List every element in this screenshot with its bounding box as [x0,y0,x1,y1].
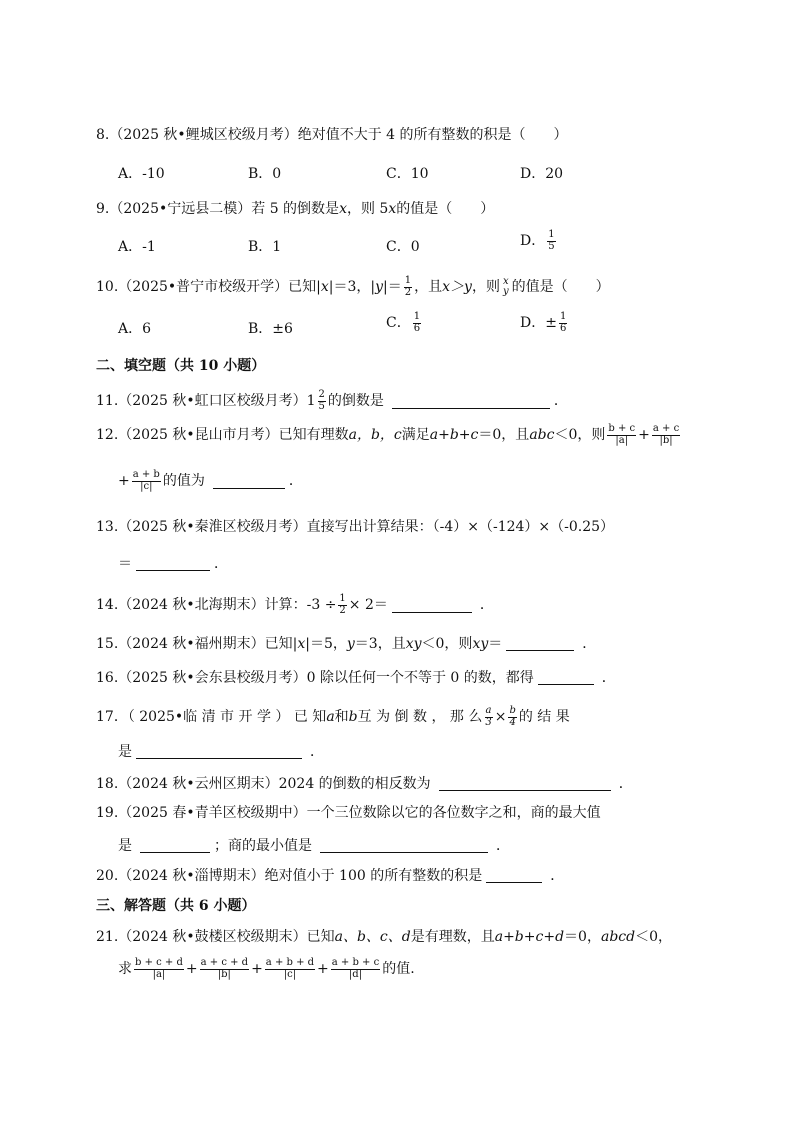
q14-text-b: × 2＝ [348,597,388,613]
q20-text: 20.（2024 秋•淄博期末）绝对值小于 100 的所有整数的积是 [96,867,483,884]
q12-end: ． [288,473,303,489]
q21-fraction-1 [134,958,184,980]
question-14 [96,594,494,616]
q21-cond2: abcd [600,929,636,945]
question-21 [96,930,672,944]
q21-f2-num: a + c + d [200,957,249,968]
q12-text-e: 的值为 [162,473,205,489]
q15-var-xy2: xy [472,635,489,652]
q10-option-c-label: C． [386,315,411,331]
q17-var-a: a [326,709,335,725]
q10-option-a: A．6 [118,321,152,337]
q10-var-x: x [320,279,329,295]
q12-f2-den: |b| [659,434,673,446]
q18-text: 18.（2024 秋•云州区期末）2024 的倒数的相反数为 [96,775,431,792]
q19-min-answer-blank[interactable] [320,838,488,853]
q9-option-b: B．1 [248,239,282,255]
q14-answer-blank[interactable] [392,598,472,613]
q21-fraction-2 [200,958,249,980]
q21-f3-den: |c| [283,968,297,980]
q17-text-d: 的 结 果 [518,709,570,725]
q10-half-fraction [404,276,412,298]
q12-plus: + [638,427,650,443]
q10-ratio-fraction [502,277,510,298]
q21-plus-1: + [185,961,198,977]
q10-half-den: 2 [404,286,412,298]
q14-fraction [338,594,346,616]
q11-den: 5 [318,400,325,412]
q8-option-c: C．10 [386,166,429,182]
q16-text: 16.（2025 秋•会东县校级月考）0 除以任何一个不等于 0 的数，都得 [96,669,534,686]
q17-f1-den: 3 [485,716,492,728]
q17-f2-den: 4 [509,716,516,728]
q10-option-b: B．±6 [248,321,293,337]
question-13 [96,520,614,534]
q12-plus-2: + [118,473,130,489]
q10-text-a: 10.（2025•普宁市校级开学）已知| [96,279,321,295]
q21-f3-num: a + b + d [265,957,315,968]
q9-var-x2: x [388,201,397,217]
q17-end: ． [310,743,324,760]
q11-text-b: 的倒数是 [327,393,384,409]
q21-text-b: 是有理数，且 [410,929,495,945]
question-13-line-2 [118,556,228,571]
q10-var-y: y [375,279,384,295]
question-9 [96,202,494,216]
question-18 [96,776,633,791]
q9-option-d-label: D． [520,233,546,249]
q12-fraction-2 [652,424,680,446]
question-19 [96,806,601,820]
q10-option-c-fraction [413,312,421,334]
q9-option-d-num: 1 [548,229,555,240]
q10-ratio-den: y [502,286,509,297]
q10-option-d-fraction [559,312,567,334]
q13-text: 13.（2025 秋•秦淮区校级月考）直接写出计算结果：（-4）×（-124）×（-0.25） [96,519,615,535]
question-10 [96,276,610,298]
q21-fraction-4 [331,958,380,980]
q8-option-b: B．0 [248,166,282,182]
q18-answer-blank[interactable] [439,776,611,791]
q21-text-a: 21.（2024 秋•鼓楼区校级期末）已知 [96,929,335,945]
q8-option-d: D．20 [520,166,564,182]
question-12 [96,424,682,446]
q10-option-c-den: 6 [413,322,421,334]
q10-option-d-den: 6 [559,322,567,334]
q10-option-d-num: 1 [559,311,567,322]
q17-text-a: 17．（ 2025•临 清 市 开 学 ） 已 知 [96,709,327,725]
q14-end: ． [479,597,494,613]
q10-text-f: 的值是（ ） [511,279,610,295]
q15-text-b: |＝5， [305,635,347,652]
q12-f1-den: |a| [615,434,629,446]
q21-text-qiu: 求 [118,961,132,977]
q12-text-d: ＜0，则 [554,427,606,443]
q21-text-c: ＝0， [564,929,601,945]
q17-times: × [494,709,507,725]
q11-text-a: 11.（2025 秋•虹口区校级月考） [96,393,307,409]
q21-text-d: ＜0， [635,929,673,945]
q15-text-c: ＝3，且 [354,635,406,652]
q21-f1-den: |a| [152,968,166,980]
q14-num: 1 [339,593,346,604]
q19-text-b: ；商的最小值是 [214,837,312,854]
q17-var-b: b [348,709,358,725]
q10-half-num: 1 [404,275,412,286]
q12-cond1: a+b+c [429,427,479,443]
q15-var-xy: xy [405,635,422,652]
q13-answer-blank[interactable] [136,556,210,571]
q10-option-d-label: D．± [520,315,557,331]
q12-f1-num: b + c [608,423,636,434]
q21-f1-num: b + c + d [135,957,183,968]
q19-text: 19.（2025 春•青羊区校级期中）一个三位数除以它的各位数字之和，商的最大值 [96,805,601,821]
q10-ratio-num: x [502,275,509,287]
q10-option-d [520,312,569,334]
q21-text-end: 的值. [382,961,415,977]
q9-option-c: C．0 [386,239,420,255]
q12-text-c: ＝0，且 [478,427,530,443]
q14-text-a: 14.（2024 秋•北海期末）计算：-3 ÷ [96,597,337,613]
q11-end: ． [553,393,568,409]
q12-f3-den: |c| [140,480,153,492]
question-12-line-2 [118,470,303,492]
q17-text-c: 互 为 倒 数 ， 那 么 [357,709,483,725]
q11-num: 2 [318,389,325,400]
q17-fraction-2 [508,706,516,728]
q12-answer-blank[interactable] [213,474,285,489]
q14-den: 2 [339,604,346,616]
question-21-line-2 [118,958,415,980]
q11-mixed-number [307,390,328,412]
q11-whole: 1 [306,393,316,409]
q15-var-x: x [297,635,306,652]
q15-text-a: 15.（2024 秋•福州期末）已知| [96,635,298,652]
q9-option-d-den: 5 [548,240,555,252]
q15-text-e: ＝ [488,635,503,652]
q17-f2-num: b [509,705,516,716]
q21-f4-num: a + b + c [331,957,380,968]
q17-f1-num: a [485,705,492,716]
question-11 [96,390,568,412]
question-19-line-2 [118,838,510,853]
q8-option-a: A．-10 [118,166,165,182]
section-3-heading: 三、解答题（共 6 小题） [96,898,256,914]
q12-fraction-1 [607,424,636,446]
q9-option-a: A．-1 [118,239,156,255]
question-17-line-2 [118,744,324,759]
q20-answer-blank[interactable] [486,868,542,883]
q12-text-b: 满足 [401,427,430,443]
q12-f2-num: a + c [652,423,680,434]
q18-end: ． [618,775,633,792]
q9-option-d-fraction [547,230,555,252]
question-8-stem: 8.（2025 秋•鲤城区校级月考）绝对值不大于 4 的所有整数的积是（ ） [96,127,568,143]
question-8 [96,128,568,142]
q10-text-d: ，且 [414,279,443,295]
q17-answer-blank[interactable] [136,744,302,759]
q10-option-c [386,312,423,334]
q11-fraction [318,390,326,412]
q12-cond2: abc [529,427,555,443]
q9-option-d [520,230,558,252]
q9-text-b: ，则 5 [346,201,389,217]
q17-fraction-1 [484,706,492,728]
q16-end: ． [601,669,616,686]
q19-text-a: 是 [118,837,132,854]
q16-answer-blank[interactable] [538,670,594,685]
question-17 [96,706,570,728]
q11-answer-blank[interactable] [392,394,550,409]
q12-f3-num: a + b [132,469,160,480]
q21-f2-den: |b| [217,968,231,980]
q9-var-x: x [339,201,347,217]
q21-plus-3: + [317,961,329,977]
q10-condition: x＞y [442,279,472,295]
q13-equals: ＝ [118,555,132,572]
q15-text-d: ＜0，则 [421,635,473,652]
q10-text-c: |＝ [383,279,402,295]
q13-end: ． [214,555,228,572]
question-16 [96,670,616,685]
question-20 [96,868,564,883]
q9-text-a: 9.（2025•宁远县二模）若 5 的倒数是 [96,201,340,217]
q19-max-answer-blank[interactable] [140,838,210,853]
question-15 [96,636,596,651]
q10-text-e: ，则 [471,279,500,295]
q20-end: ． [550,867,565,884]
q19-end: ． [496,837,510,854]
q10-text-b: |＝3，| [328,279,376,295]
q15-end: ． [582,635,597,652]
q15-answer-blank[interactable] [506,636,574,651]
q17-text-line2: 是 [118,743,132,760]
q12-fraction-3 [132,470,161,492]
q21-vars: a、b、c、d [334,929,411,945]
q12-text-a: 12.（2025 秋•昆山市月考）已知有理数 [96,427,349,443]
q21-f4-den: |d| [348,968,363,980]
q21-cond1: a+b+c+d [494,929,565,945]
q17-text-b: 和 [334,709,349,725]
q21-fraction-3 [265,958,315,980]
q15-var-y: y [346,635,355,652]
section-2-heading: 二、填空题（共 10 小题） [96,358,266,374]
q10-option-c-num: 1 [413,311,421,322]
q12-vars: a，b，c [348,427,402,443]
q9-text-c: 的值是（ ） [396,201,495,217]
q21-plus-2: + [251,961,263,977]
